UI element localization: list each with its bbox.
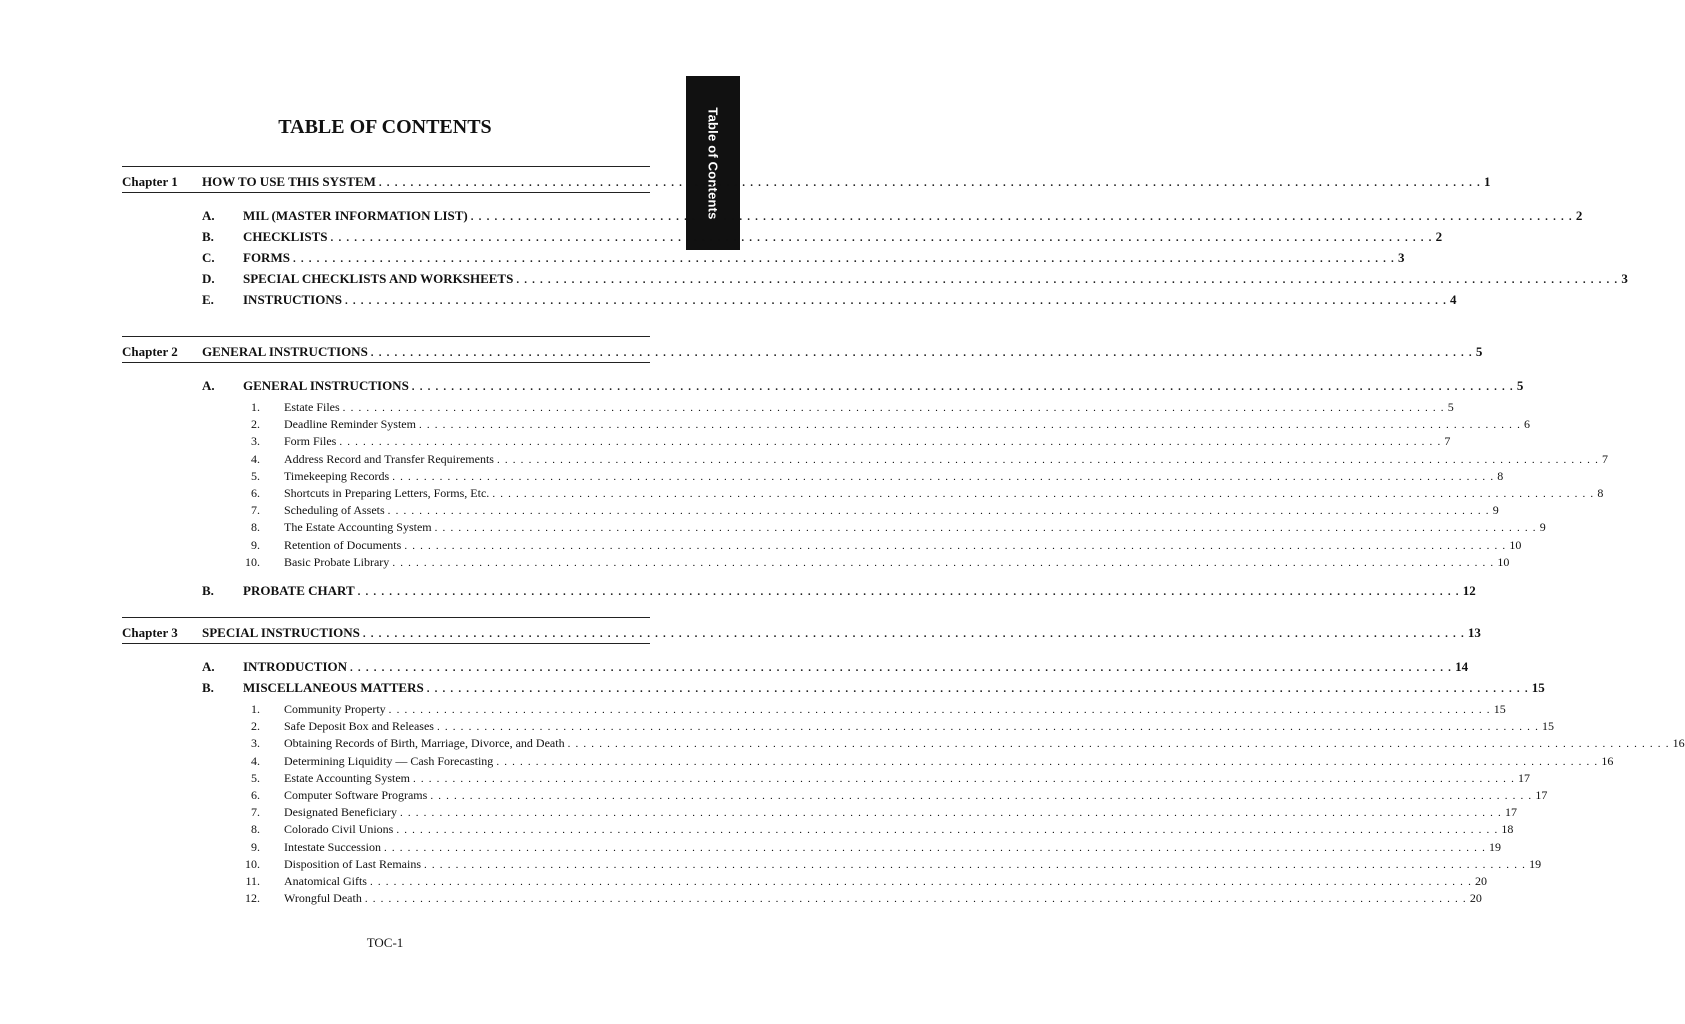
item-number: 10.: [245, 554, 260, 569]
entry-title: GENERAL INSTRUCTIONS: [243, 378, 409, 393]
list-item[interactable]: [284, 520, 1546, 535]
list-item[interactable]: [284, 822, 1514, 837]
item-number: 1.: [251, 400, 260, 414]
entry-title: Obtaining Records of Birth, Marriage, Divorce, and Death: [284, 736, 565, 751]
side-tab: [686, 76, 740, 250]
entry-title: SPECIAL INSTRUCTIONS: [202, 625, 360, 640]
dot-leader: . . . . . . . . . . . . . . . . . . . . . . . . . . . . . . . . . . . . . . . . . . . . . . . . . . . . . . . . . . . . . . . . . . . . . . . . . . . . . . . . . . . . . . . . . . . . . . . . . . . . . . . . . . . . . . . . . . . . . . . . . . . . . . . . . . . . . . . . . . . .: [357, 585, 1460, 598]
item-number: 2.: [251, 417, 260, 432]
entry-title: MIL (MASTER INFORMATION LIST): [243, 208, 468, 223]
entry-title: HOW TO USE THIS SYSTEM: [202, 174, 376, 189]
page-number: 15: [1542, 719, 1555, 734]
page-number: 3: [1621, 271, 1628, 286]
page-number: 5: [1447, 400, 1454, 414]
page-number: 1: [1483, 174, 1491, 189]
entry-title: INSTRUCTIONS: [243, 292, 342, 307]
item-number: 6.: [251, 486, 260, 500]
list-item[interactable]: [284, 874, 1488, 889]
item-number: 11.: [245, 874, 260, 888]
item-number: 8.: [251, 520, 260, 535]
item-number: 9.: [251, 537, 260, 552]
dot-leader: . . . . . . . . . . . . . . . . . . . . . . . . . . . . . . . . . . . . . . . . . . . . . . . . . . . . . . . . . . . . . . . . . . . . . . . . . . . . . . . . . . . . . . . . . . . . . . . . . . . . . . . . . . . . . . . . . . . . . . . . . . . . . . . . . . . . . . . . . . . .: [388, 704, 1491, 716]
page-number: 7: [1444, 434, 1451, 449]
section-entry[interactable]: [243, 659, 1469, 675]
list-item[interactable]: [284, 417, 1531, 432]
page-number: 16: [1672, 736, 1685, 751]
section-letter: B.: [202, 582, 214, 598]
list-item[interactable]: [284, 753, 1614, 769]
dot-leader: . . . . . . . . . . . . . . . . . . . . . . . . . . . . . . . . . . . . . . . . . . . . . . . . . . . . . . . . . . . . . . . . . . . . . . . . . . . . . . . . . . . . . . . . . . . . . . . . . . . . . . . . . . . . . . . . . . . . . . . . . . . . . . . . . . . . . . . . . . . .: [470, 211, 1573, 223]
section-entry[interactable]: [243, 582, 1476, 599]
dot-leader: . . . . . . . . . . . . . . . . . . . . . . . . . . . . . . . . . . . . . . . . . . . . . . . . . . . . . . . . . . . . . . . . . . . . . . . . . . . . . . . . . . . . . . . . . . . . . . . . . . . . . . . . . . . . . . . . . . . . . . . . . . . . . . . . . . . . . . . . . . . .: [411, 381, 1514, 393]
section-entry[interactable]: [243, 271, 1628, 287]
entry-title: Intestate Succession: [284, 839, 381, 854]
entry-title: PROBATE CHART: [243, 582, 355, 598]
entry-title: Form Files: [284, 434, 337, 449]
entry-title: Wrongful Death: [284, 891, 362, 906]
dot-leader: . . . . . . . . . . . . . . . . . . . . . . . . . . . . . . . . . . . . . . . . . . . . . . . . . . . . . . . . . . . . . . . . . . . . . . . . . . . . . . . . . . . . . . . . . . . . . . . . . . . . . . . . . . . . . . . . . . . . . . . . . . . . . . . . . . . . . . . . . . . .: [492, 488, 1595, 500]
chapter-rule-top: [122, 336, 650, 337]
dot-leader: . . . . . . . . . . . . . . . . . . . . . . . . . . . . . . . . . . . . . . . . . . . . . . . . . . . . . . . . . . . . . . . . . . . . . . . . . . . . . . . . . . . . . . . . . . . . . . . . . . . . . . . . . . . . . . . . . . . . . . . . . . . . . . . . . . . . . . . . . . . .: [364, 893, 1467, 906]
entry-title: Shortcuts in Preparing Letters, Forms, Etc.: [284, 486, 490, 500]
dot-leader: . . . . . . . . . . . . . . . . . . . . . . . . . . . . . . . . . . . . . . . . . . . . . . . . . . . . . . . . . . . . . . . . . . . . . . . . . . . . . . . . . . . . . . . . . . . . . . . . . . . . . . . . . . . . . . . . . . . . . . . . . . . . . . . . . . . . . . . . . . . .: [339, 436, 1442, 449]
entry-title: Timekeeping Records: [284, 468, 390, 483]
entry-title: Deadline Reminder System: [284, 417, 416, 432]
entry-title: Designated Beneficiary: [284, 805, 397, 820]
chapter-entry[interactable]: [202, 625, 1481, 641]
entry-title: Community Property: [284, 702, 386, 716]
side-tab-label: Table of Contents: [705, 106, 721, 220]
entry-title: Estate Files: [284, 400, 340, 414]
item-number: 3.: [251, 736, 260, 751]
page-number: 2: [1435, 229, 1443, 244]
list-item[interactable]: [284, 554, 1510, 570]
list-item[interactable]: [284, 788, 1548, 803]
page-footer: TOC-1: [366, 935, 404, 950]
item-number: 4.: [251, 753, 260, 768]
item-number: 10.: [245, 856, 260, 871]
chapter-entry[interactable]: [202, 174, 1491, 190]
dot-leader: . . . . . . . . . . . . . . . . . . . . . . . . . . . . . . . . . . . . . . . . . . . . . . . . . . . . . . . . . . . . . . . . . . . . . . . . . . . . . . . . . . . . . . . . . . . . . . . . . . . . . . . . . . . . . . . . . . . . . . . . . . . . . . . . . . . . . . . . . . . .: [516, 274, 1619, 286]
dot-leader: . . . . . . . . . . . . . . . . . . . . . . . . . . . . . . . . . . . . . . . . . . . . . . . . . . . . . . . . . . . . . . . . . . . . . . . . . . . . . . . . . . . . . . . . . . . . . . . . . . . . . . . . . . . . . . . . . . . . . . . . . . . . . . . . . . . . . . . . . . . .: [412, 772, 1516, 785]
entry-title: Anatomical Gifts: [284, 874, 367, 888]
entry-title: The Estate Accounting System: [284, 520, 432, 535]
dot-leader: . . . . . . . . . . . . . . . . . . . . . . . . . . . . . . . . . . . . . . . . . . . . . . . . . . . . . . . . . . . . . . . . . . . . . . . . . . . . . . . . . . . . . . . . . . . . . . . . . . . . . . . . . . . . . . . . . . . . . . . . . . . . . . . . . . . . . . . . . . . .: [370, 347, 1473, 359]
section-letter: B.: [202, 680, 214, 695]
entry-title: Retention of Documents: [284, 537, 402, 552]
page-title: TABLE OF CONTENTS: [278, 116, 492, 138]
section-letter: D.: [202, 271, 215, 286]
list-item[interactable]: [284, 702, 1506, 717]
item-number: 5.: [251, 770, 260, 785]
dot-leader: . . . . . . . . . . . . . . . . . . . . . . . . . . . . . . . . . . . . . . . . . . . . . . . . . . . . . . . . . . . . . . . . . . . . . . . . . . . . . . . . . . . . . . . . . . . . . . . . . . . . . . . . . . . . . . . . . . . . . . . . . . . . . . . . . . . . . . . . . . . .: [350, 662, 1453, 674]
page-number: 13: [1467, 625, 1481, 640]
dot-leader: . . . . . . . . . . . . . . . . . . . . . . . . . . . . . . . . . . . . . . . . . . . . . . . . . . . . . . . . . . . . . . . . . . . . . . . . . . . . . . . . . . . . . . . . . . . . . . . . . . . . . . . . . . . . . . . . . . . . . . . . . . . . . . . . . . . . . . . . . . . .: [399, 807, 1503, 820]
dot-leader: . . . . . . . . . . . . . . . . . . . . . . . . . . . . . . . . . . . . . . . . . . . . . . . . . . . . . . . . . . . . . . . . . . . . . . . . . . . . . . . . . . . . . . . . . . . . . . . . . . . . . . . . . . . . . . . . . . . . . . . . . . . . . . . . . . . . . . . . . . . .: [342, 402, 1445, 414]
entry-title: Disposition of Last Remains: [284, 856, 421, 871]
page-number: 8: [1597, 486, 1604, 500]
list-item[interactable]: [284, 891, 1482, 906]
dot-leader: . . . . . . . . . . . . . . . . . . . . . . . . . . . . . . . . . . . . . . . . . . . . . . . . . . . . . . . . . . . . . . . . . . . . . . . . . . . . . . . . . . . . . . . . . . . . . . . . . . . . . . . . . . . . . . . . . . . . . . . . . . . . . . . . . . . . . . . . . . . .: [387, 505, 1490, 518]
section-entry[interactable]: [243, 229, 1443, 245]
list-item[interactable]: [284, 805, 1518, 820]
dot-leader: . . . . . . . . . . . . . . . . . . . . . . . . . . . . . . . . . . . . . . . . . . . . . . . . . . . . . . . . . . . . . . . . . . . . . . . . . . . . . . . . . . . . . . . . . . . . . . . . . . . . . . . . . . . . . . . . . . . . . . . . . . . . . . . . . . . . . . . . . . . .: [378, 177, 1481, 189]
dot-leader: . . . . . . . . . . . . . . . . . . . . . . . . . . . . . . . . . . . . . . . . . . . . . . . . . . . . . . . . . . . . . . . . . . . . . . . . . . . . . . . . . . . . . . . . . . . . . . . . . . . . . . . . . . . . . . . . . . . . . . . . . . . . . . . . . . . . . . . . . . . .: [383, 841, 1487, 854]
entry-title: Basic Probate Library: [284, 554, 390, 569]
item-number: 3.: [251, 434, 260, 449]
page-number: 18: [1501, 822, 1514, 837]
page-number: 17: [1505, 805, 1518, 820]
dot-leader: . . . . . . . . . . . . . . . . . . . . . . . . . . . . . . . . . . . . . . . . . . . . . . . . . . . . . . . . . . . . . . . . . . . . . . . . . . . . . . . . . . . . . . . . . . . . . . . . . . . . . . . . . . . . . . . . . . . . . . . . . . . . . . . . . . . . . . . . . . . .: [369, 876, 1473, 888]
page-number: 20: [1469, 891, 1482, 906]
chapter-label: Chapter 1: [122, 174, 178, 189]
chapter-rule-bottom: [122, 192, 650, 193]
item-number: 1.: [251, 702, 260, 716]
dot-leader: . . . . . . . . . . . . . . . . . . . . . . . . . . . . . . . . . . . . . . . . . . . . . . . . . . . . . . . . . . . . . . . . . . . . . . . . . . . . . . . . . . . . . . . . . . . . . . . . . . . . . . . . . . . . . . . . . . . . . . . . . . . . . . . . . . . . . . . . . . . .: [392, 470, 1495, 483]
entry-title: Determining Liquidity — Cash Forecasting: [284, 753, 494, 768]
entry-title: INTRODUCTION: [243, 659, 348, 674]
section-entry[interactable]: [243, 208, 1583, 224]
entry-title: Safe Deposit Box and Releases: [284, 719, 434, 734]
dot-leader: . . . . . . . . . . . . . . . . . . . . . . . . . . . . . . . . . . . . . . . . . . . . . . . . . . . . . . . . . . . . . . . . . . . . . . . . . . . . . . . . . . . . . . . . . . . . . . . . . . . . . . . . . . . . . . . . . . . . . . . . . . . . . . . . . . . . . . . . . . . .: [567, 738, 1670, 751]
page-number: 9: [1492, 503, 1499, 518]
item-number: 4.: [251, 451, 260, 466]
chapter-rule-top: [122, 617, 650, 618]
item-number: 5.: [251, 468, 260, 483]
section-entry[interactable]: [243, 292, 1457, 308]
list-item[interactable]: [284, 451, 1609, 467]
dot-leader: . . . . . . . . . . . . . . . . . . . . . . . . . . . . . . . . . . . . . . . . . . . . . . . . . . . . . . . . . . . . . . . . . . . . . . . . . . . . . . . . . . . . . . . . . . . . . . . . . . . . . . . . . . . . . . . . . . . . . . . . . . . . . . . . . . . . . . . . . . . .: [392, 556, 1495, 569]
entry-title: MISCELLANEOUS MATTERS: [243, 680, 424, 695]
dot-leader: . . . . . . . . . . . . . . . . . . . . . . . . . . . . . . . . . . . . . . . . . . . . . . . . . . . . . . . . . . . . . . . . . . . . . . . . . . . . . . . . . . . . . . . . . . . . . . . . . . . . . . . . . . . . . . . . . . . . . . . . . . . . . . . . . . . . . . . . . . . .: [436, 721, 1540, 734]
page-number: 17: [1535, 788, 1548, 802]
entry-title: Computer Software Programs: [284, 788, 428, 802]
chapter-entry[interactable]: [202, 344, 1483, 360]
list-item[interactable]: [284, 537, 1522, 553]
page-number: 7: [1602, 451, 1609, 466]
dot-leader: . . . . . . . . . . . . . . . . . . . . . . . . . . . . . . . . . . . . . . . . . . . . . . . . . . . . . . . . . . . . . . . . . . . . . . . . . . . . . . . . . . . . . . . . . . . . . . . . . . . . . . . . . . . . . . . . . . . . . . . . . . . . . . . . . . . . . . . . . . . .: [418, 419, 1522, 432]
item-number: 8.: [251, 822, 260, 837]
entry-title: Scheduling of Assets: [284, 503, 385, 518]
dot-leader: . . . . . . . . . . . . . . . . . . . . . . . . . . . . . . . . . . . . . . . . . . . . . . . . . . . . . . . . . . . . . . . . . . . . . . . . . . . . . . . . . . . . . . . . . . . . . . . . . . . . . . . . . . . . . . . . . . . . . . . . . . . . . . . . . . . . . . . . . . . .: [496, 453, 1600, 466]
chapter-rule-bottom: [122, 643, 650, 644]
chapter-rule-bottom: [122, 362, 650, 363]
item-number: 7.: [251, 805, 260, 820]
page-number: 2: [1575, 208, 1583, 223]
dot-leader: . . . . . . . . . . . . . . . . . . . . . . . . . . . . . . . . . . . . . . . . . . . . . . . . . . . . . . . . . . . . . . . . . . . . . . . . . . . . . . . . . . . . . . . . . . . . . . . . . . . . . . . . . . . . . . . . . . . . . . . . . . . . . . . . . . . . . . . . . . . .: [396, 824, 1499, 837]
list-item[interactable]: [284, 400, 1454, 415]
dot-leader: . . . . . . . . . . . . . . . . . . . . . . . . . . . . . . . . . . . . . . . . . . . . . . . . . . . . . . . . . . . . . . . . . . . . . . . . . . . . . . . . . . . . . . . . . . . . . . . . . . . . . . . . . . . . . . . . . . . . . . . . . . . . . . . . . . . . . . . . . . . .: [344, 295, 1448, 307]
section-entry[interactable]: [243, 378, 1524, 394]
entry-title: GENERAL INSTRUCTIONS: [202, 344, 368, 359]
chapter-rule-top: [122, 166, 650, 167]
dot-leader: . . . . . . . . . . . . . . . . . . . . . . . . . . . . . . . . . . . . . . . . . . . . . . . . . . . . . . . . . . . . . . . . . . . . . . . . . . . . . . . . . . . . . . . . . . . . . . . . . . . . . . . . . . . . . . . . . . . . . . . . . . . . . . . . . . . . . . . . . . . .: [496, 755, 1599, 768]
list-item[interactable]: [284, 503, 1499, 518]
list-item[interactable]: [284, 856, 1542, 872]
entry-title: FORMS: [243, 250, 290, 265]
page-number: 12: [1462, 582, 1476, 598]
page-number: 5: [1475, 344, 1483, 359]
section-letter: A.: [202, 208, 215, 223]
page-number: 14: [1455, 659, 1469, 674]
item-number: 12.: [245, 891, 260, 906]
page-number: 9: [1539, 520, 1546, 535]
dot-leader: . . . . . . . . . . . . . . . . . . . . . . . . . . . . . . . . . . . . . . . . . . . . . . . . . . . . . . . . . . . . . . . . . . . . . . . . . . . . . . . . . . . . . . . . . . . . . . . . . . . . . . . . . . . . . . . . . . . . . . . . . . . . . . . . . . . . . . . . . . . .: [404, 539, 1507, 552]
dot-leader: . . . . . . . . . . . . . . . . . . . . . . . . . . . . . . . . . . . . . . . . . . . . . . . . . . . . . . . . . . . . . . . . . . . . . . . . . . . . . . . . . . . . . . . . . . . . . . . . . . . . . . . . . . . . . . . . . . . . . . . . . . . . . . . . . . . . . . . . . . . .: [330, 232, 1433, 244]
page-number: 19: [1489, 839, 1502, 854]
page-number: 8: [1497, 468, 1504, 483]
chapter-label: Chapter 2: [122, 344, 178, 359]
section-entry[interactable]: [243, 680, 1545, 696]
entry-title: Colorado Civil Unions: [284, 822, 394, 837]
entry-title: Address Record and Transfer Requirements: [284, 451, 494, 466]
entry-title: SPECIAL CHECKLISTS AND WORKSHEETS: [243, 271, 514, 286]
section-letter: B.: [202, 229, 214, 244]
list-item[interactable]: [284, 839, 1502, 855]
section-letter: A.: [202, 378, 215, 393]
section-entry[interactable]: [243, 250, 1405, 266]
page-number: 10: [1509, 537, 1522, 552]
dot-leader: . . . . . . . . . . . . . . . . . . . . . . . . . . . . . . . . . . . . . . . . . . . . . . . . . . . . . . . . . . . . . . . . . . . . . . . . . . . . . . . . . . . . . . . . . . . . . . . . . . . . . . . . . . . . . . . . . . . . . . . . . . . . . . . . . . . . . . . . . . . .: [292, 253, 1396, 265]
page-number: 19: [1529, 856, 1542, 871]
page-number: 17: [1518, 770, 1531, 785]
dot-leader: . . . . . . . . . . . . . . . . . . . . . . . . . . . . . . . . . . . . . . . . . . . . . . . . . . . . . . . . . . . . . . . . . . . . . . . . . . . . . . . . . . . . . . . . . . . . . . . . . . . . . . . . . . . . . . . . . . . . . . . . . . . . . . . . . . . . . . . . . . . .: [434, 522, 1537, 535]
dot-leader: . . . . . . . . . . . . . . . . . . . . . . . . . . . . . . . . . . . . . . . . . . . . . . . . . . . . . . . . . . . . . . . . . . . . . . . . . . . . . . . . . . . . . . . . . . . . . . . . . . . . . . . . . . . . . . . . . . . . . . . . . . . . . . . . . . . . . . . . . . . .: [424, 858, 1527, 871]
page-number: 20: [1475, 874, 1488, 888]
page-number: 3: [1398, 250, 1405, 265]
item-number: 9.: [251, 839, 260, 854]
dot-leader: . . . . . . . . . . . . . . . . . . . . . . . . . . . . . . . . . . . . . . . . . . . . . . . . . . . . . . . . . . . . . . . . . . . . . . . . . . . . . . . . . . . . . . . . . . . . . . . . . . . . . . . . . . . . . . . . . . . . . . . . . . . . . . . . . . . . . . . . . . . .: [426, 683, 1529, 695]
page-number: 5: [1516, 378, 1524, 393]
list-item[interactable]: [284, 468, 1504, 484]
dot-leader: . . . . . . . . . . . . . . . . . . . . . . . . . . . . . . . . . . . . . . . . . . . . . . . . . . . . . . . . . . . . . . . . . . . . . . . . . . . . . . . . . . . . . . . . . . . . . . . . . . . . . . . . . . . . . . . . . . . . . . . . . . . . . . . . . . . . . . . . . . . .: [362, 628, 1465, 640]
section-letter: E.: [202, 292, 214, 307]
section-letter: A.: [202, 659, 215, 674]
list-item[interactable]: [284, 486, 1604, 501]
page-number: 4: [1450, 292, 1457, 307]
list-item[interactable]: [284, 719, 1555, 734]
dot-leader: . . . . . . . . . . . . . . . . . . . . . . . . . . . . . . . . . . . . . . . . . . . . . . . . . . . . . . . . . . . . . . . . . . . . . . . . . . . . . . . . . . . . . . . . . . . . . . . . . . . . . . . . . . . . . . . . . . . . . . . . . . . . . . . . . . . . . . . . . . . .: [430, 790, 1533, 802]
list-item[interactable]: [284, 736, 1685, 751]
entry-title: CHECKLISTS: [243, 229, 328, 244]
list-item[interactable]: [284, 434, 1451, 449]
item-number: 2.: [251, 719, 260, 734]
page-number: 15: [1531, 680, 1545, 695]
item-number: 6.: [251, 788, 260, 802]
page-number: 6: [1524, 417, 1531, 432]
list-item[interactable]: [284, 770, 1531, 786]
section-letter: C.: [202, 250, 215, 265]
entry-title: Estate Accounting System: [284, 770, 410, 785]
chapter-label: Chapter 3: [122, 625, 178, 640]
item-number: 7.: [251, 503, 260, 518]
page-number: 10: [1497, 554, 1510, 569]
page-number: 15: [1493, 702, 1506, 716]
page-number: 16: [1601, 753, 1614, 768]
